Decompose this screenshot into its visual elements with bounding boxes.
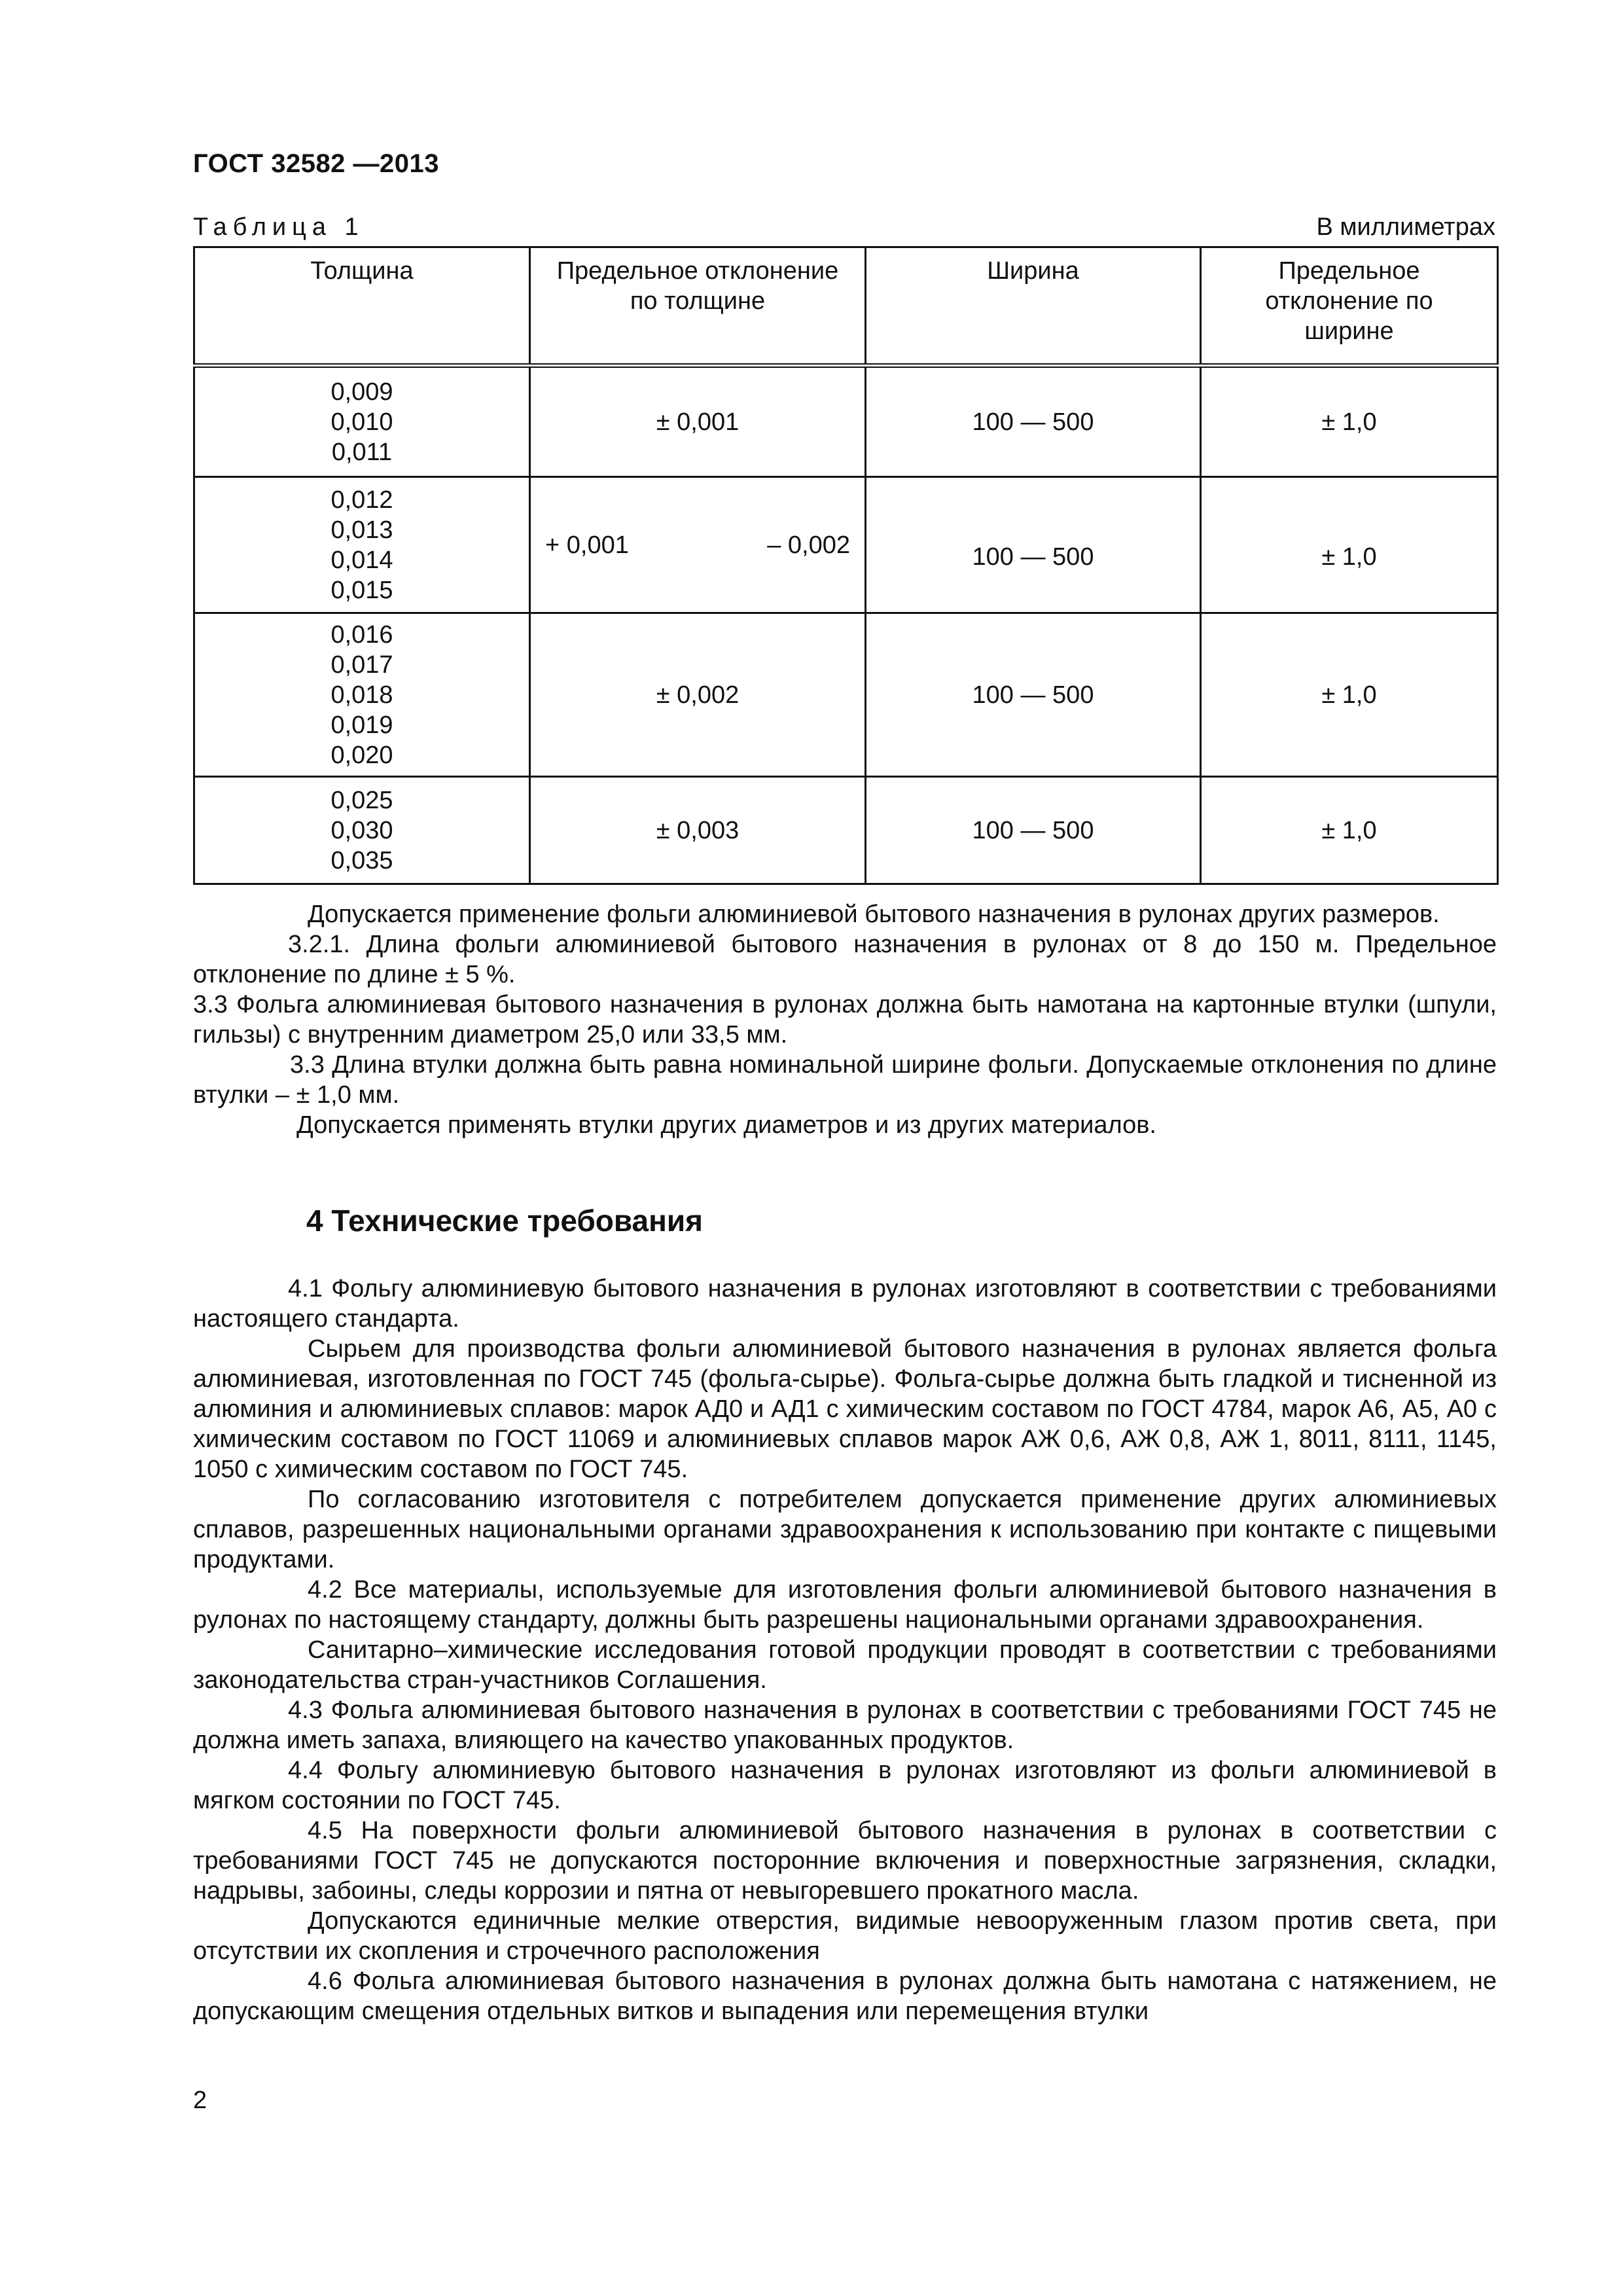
paragraph: 4.6 Фольга алюминиевая бытового назначения в рулонах должна быть намотана с натяжением, не допускающим смещения отдельных витков и выпадения или перемещения втулки [193,1967,1497,2025]
paragraph: По согласованию изготовителя с потребителем допускается применение других алюминиевых сплавов, разрешенных национальными органами здравоохранения к использованию при контакте с пищевыми продуктами. [193,1486,1497,1573]
thickness-value: 0,030 [330,816,393,844]
table-caption: Таблица 1 [193,213,365,241]
thickness-value: 0,017 [330,651,393,679]
paragraph: 4.4 Фольгу алюминиевую бытового назначения в рулонах изготовляют из фольги алюминиевой в мягком состоянии по ГОСТ 745. [193,1757,1497,1814]
paragraph: 4.3 Фольга алюминиевая бытового назначения в рулонах в соответствии с требованиями ГОСТ 745 не должна иметь запаха, влияющего на качество упакованных продуктов. [193,1696,1497,1754]
width-deviation-cell: ± 1,0 [1201,777,1498,884]
thickness-deviation-cell [530,477,866,613]
thickness-value: 0,012 [330,486,393,514]
width-deviation-cell: ± 1,0 [1201,477,1498,613]
paragraph: 3.3 Длина втулки должна быть равна номинальной ширине фольги. Допускаемые отклонения по длине втулки – ± 1,0 мм. [193,1051,1497,1109]
paragraph: 4.5 На поверхности фольги алюминиевой бытового назначения в рулонах в соответствии с требованиями ГОСТ 745 не допускаются посторонние включения и поверхностные загрязнения, складки, надрывы, забоины, следы коррозии и пятна от невыгоревшего прокатного масла. [193,1817,1497,1905]
table-row [194,777,1498,884]
table-units: В миллиметрах [1316,213,1495,241]
thickness-cell [194,613,530,777]
column-header-width: Ширина [866,247,1201,366]
width-cell: 100 — 500 [866,777,1201,884]
thickness-value: 0,015 [330,576,393,604]
thickness-cell [194,366,530,477]
dimensions-table [193,246,1499,885]
column-header-thickness: Толщина [194,247,530,366]
paragraph: Допускается применять втулки других диаметров и из других материалов. [296,1111,1156,1139]
thickness-value: 0,019 [330,711,393,739]
paragraph: Сырьем для производства фольги алюминиевой бытового назначения в рулонах является фольга алюминиевая, изготовленная по ГОСТ 745 (фольга-сырье). Фольга-сырье должна быть гладкой и тисненной из алюминия и алюминиевых сплавов: марок АД0 и АД1 с химическим составом по ГОСТ 4784, марок А6, А5, А0 с химическим составом по ГОСТ 11069 и алюминиевых сплавов марок АЖ 0,6, АЖ 0,8, АЖ 1, 8011, 8111, 1145, 1050 с химическим составом по ГОСТ 745. [193,1335,1497,1483]
width-deviation-cell: ± 1,0 [1201,613,1498,777]
paragraph: Допускаются единичные мелкие отверстия, видимые невооруженным глазом против света, при отсутствии их скопления и строчечного расположения [193,1907,1497,1965]
paragraph: 3.2.1. Длина фольги алюминиевой бытового назначения в рулонах от 8 до 150 м. Предельное отклонение по длине ± 5 %. [193,931,1497,988]
deviation-plus: + 0,001 [545,531,629,559]
deviation-minus: – 0,002 [767,531,850,559]
column-header-width-deviation-text: Предельное отклонение по ширине [1265,257,1433,345]
body-text-section [193,1274,1497,2026]
width-deviation-cell: ± 1,0 [1201,366,1498,477]
section-title: 4 Технические требования [306,1204,703,1238]
width-cell: 100 — 500 [866,613,1201,777]
thickness-deviation-cell: ± 0,001 [530,366,866,477]
page-number: 2 [193,2087,207,2114]
paragraph: 3.3 Фольга алюминиевая бытового назначения в рулонах должна быть намотана на картонные втулки (шпули, гильзы) с внутренним диаметром 25,0 или 33,5 мм. [193,991,1497,1049]
column-header-thickness-deviation-text: Предельное отклонение по толщине [556,257,839,315]
thickness-value: 0,009 [330,378,393,406]
table-header-row [194,247,1498,366]
thickness-value: 0,011 [331,438,393,466]
paragraph: 4.1 Фольгу алюминиевую бытового назначения в рулонах изготовляют в соответствии с требованиями настоящего стандарта. [193,1275,1497,1333]
thickness-cell [194,777,530,884]
paragraph: Санитарно–химические исследования готовой продукции проводят в соответствии с требованиями законодательства стран-участников Соглашения. [193,1636,1497,1694]
thickness-deviation-cell: ± 0,003 [530,777,866,884]
thickness-value: 0,016 [330,620,393,649]
asymmetric-deviation [537,530,858,560]
thickness-value: 0,018 [330,681,393,709]
column-header-thickness-deviation [530,247,866,366]
table-caption-row [193,213,1495,246]
thickness-value: 0,010 [330,408,393,436]
body-text-top [193,899,1497,1140]
column-header-width-deviation [1201,247,1498,366]
table-row [194,613,1498,777]
thickness-deviation-cell: ± 0,002 [530,613,866,777]
thickness-cell [194,477,530,613]
width-cell: 100 — 500 [866,366,1201,477]
table-row [194,477,1498,613]
thickness-value: 0,025 [330,786,393,814]
thickness-value: 0,014 [330,546,393,574]
thickness-value: 0,020 [330,741,393,769]
table-row [194,366,1498,477]
document-header: ГОСТ 32582 —2013 [193,149,440,178]
thickness-value: 0,035 [330,846,393,874]
thickness-value: 0,013 [330,516,393,544]
paragraph: Допускается применение фольги алюминиевой бытового назначения в рулонах других размеров. [308,901,1440,928]
paragraph: 4.2 Все материалы, используемые для изготовления фольги алюминиевой бытового назначения в рулонах по настоящему стандарту, должны быть разрешены национальными органами здравоохранения. [193,1576,1497,1634]
width-cell: 100 — 500 [866,477,1201,613]
